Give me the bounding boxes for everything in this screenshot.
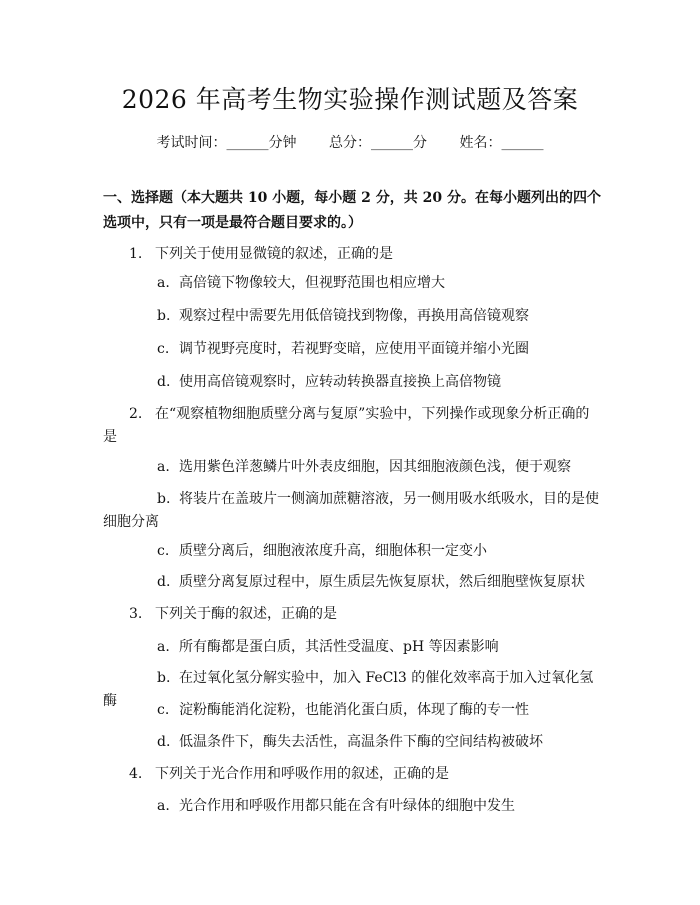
- option-text: 在过氧化氢分解实验中，加入 FeCl3 的催化效率高于加入过氧化氢酶: [103, 670, 594, 709]
- option-label: d.: [157, 574, 171, 590]
- option-label: a.: [157, 275, 170, 291]
- exam-score: 总分：______分: [329, 135, 427, 151]
- option-label: b.: [157, 491, 171, 507]
- option-text: 光合作用和呼吸作用都只能在含有叶绿体的细胞中发生: [179, 798, 515, 814]
- option-text: 选用紫色洋葱鳞片叶外表皮细胞，因其细胞液颜色浅，便于观察: [179, 459, 571, 475]
- exam-info: [0, 132, 700, 152]
- option-text: 质壁分离后，细胞液浓度升高，细胞体积一定变小: [179, 543, 487, 559]
- option-text: 所有酶都是蛋白质，其活性受温度、pH 等因素影响: [179, 639, 499, 655]
- option-text: 质壁分离复原过程中，原生质层先恢复原状，然后细胞壁恢复原状: [179, 574, 585, 590]
- option-2c: [103, 540, 603, 563]
- option-label: d.: [157, 374, 171, 390]
- question-number: 2.: [129, 406, 143, 422]
- option-2a: [103, 456, 603, 479]
- question-number: 1.: [129, 246, 143, 262]
- option-text: 观察过程中需要先用低倍镜找到物像，再换用高倍镜观察: [179, 308, 529, 324]
- option-2b: [103, 488, 603, 534]
- option-text: 淀粉酶能消化淀粉，也能消化蛋白质，体现了酶的专一性: [179, 702, 529, 718]
- option-label: d.: [157, 734, 171, 750]
- question-number: 4.: [129, 766, 143, 782]
- question-text: 下列关于酶的叙述，正确的是: [155, 606, 337, 622]
- option-1b: [103, 305, 603, 328]
- question-2: [103, 403, 603, 449]
- question-3: [103, 603, 603, 626]
- question-text: 在“观察植物细胞质壁分离与复原”实验中，下列操作或现象分析正确的是: [103, 406, 590, 445]
- option-1c: [103, 338, 603, 361]
- option-label: a.: [157, 639, 170, 655]
- option-label: b.: [157, 670, 171, 686]
- option-1a: [103, 272, 603, 295]
- exam-time: 考试时间：______分钟: [156, 135, 297, 151]
- option-label: c.: [157, 543, 170, 559]
- question-1: [103, 243, 603, 266]
- option-2d: [103, 571, 603, 594]
- option-label: a.: [157, 459, 170, 475]
- option-label: b.: [157, 308, 171, 324]
- question-text: 下列关于光合作用和呼吸作用的叙述，正确的是: [155, 766, 449, 782]
- option-text: 调节视野亮度时，若视野变暗，应使用平面镜并缩小光圈: [179, 341, 529, 357]
- option-3c: [103, 699, 603, 722]
- question-text: 下列关于使用显微镜的叙述，正确的是: [155, 246, 393, 262]
- option-label: c.: [157, 341, 170, 357]
- option-3a: [103, 636, 603, 659]
- option-label: a.: [157, 798, 170, 814]
- section-heading: 一、选择题（本大题共 10 小题，每小题 2 分，共 20 分。在每小题列出的四个选项中，只有一项是最符合题目要求的。）: [103, 190, 601, 231]
- student-name: 姓名：______: [459, 135, 544, 151]
- option-1d: [103, 371, 603, 394]
- question-number: 3.: [129, 606, 143, 622]
- option-text: 使用高倍镜观察时，应转动转换器直接换上高倍物镜: [179, 374, 501, 390]
- option-3d: [103, 731, 603, 754]
- option-text: 低温条件下，酶失去活性，高温条件下酶的空间结构被破坏: [179, 734, 543, 750]
- option-text: 高倍镜下物像较大，但视野范围也相应增大: [179, 275, 445, 291]
- option-label: c.: [157, 702, 170, 718]
- option-4a: [103, 795, 603, 818]
- page-title: 2026 年高考生物实验操作测试题及答案: [121, 85, 579, 114]
- question-4: [103, 763, 603, 786]
- option-text: 将装片在盖玻片一侧滴加蔗糖溶液，另一侧用吸水纸吸水，目的是使细胞分离: [103, 491, 599, 530]
